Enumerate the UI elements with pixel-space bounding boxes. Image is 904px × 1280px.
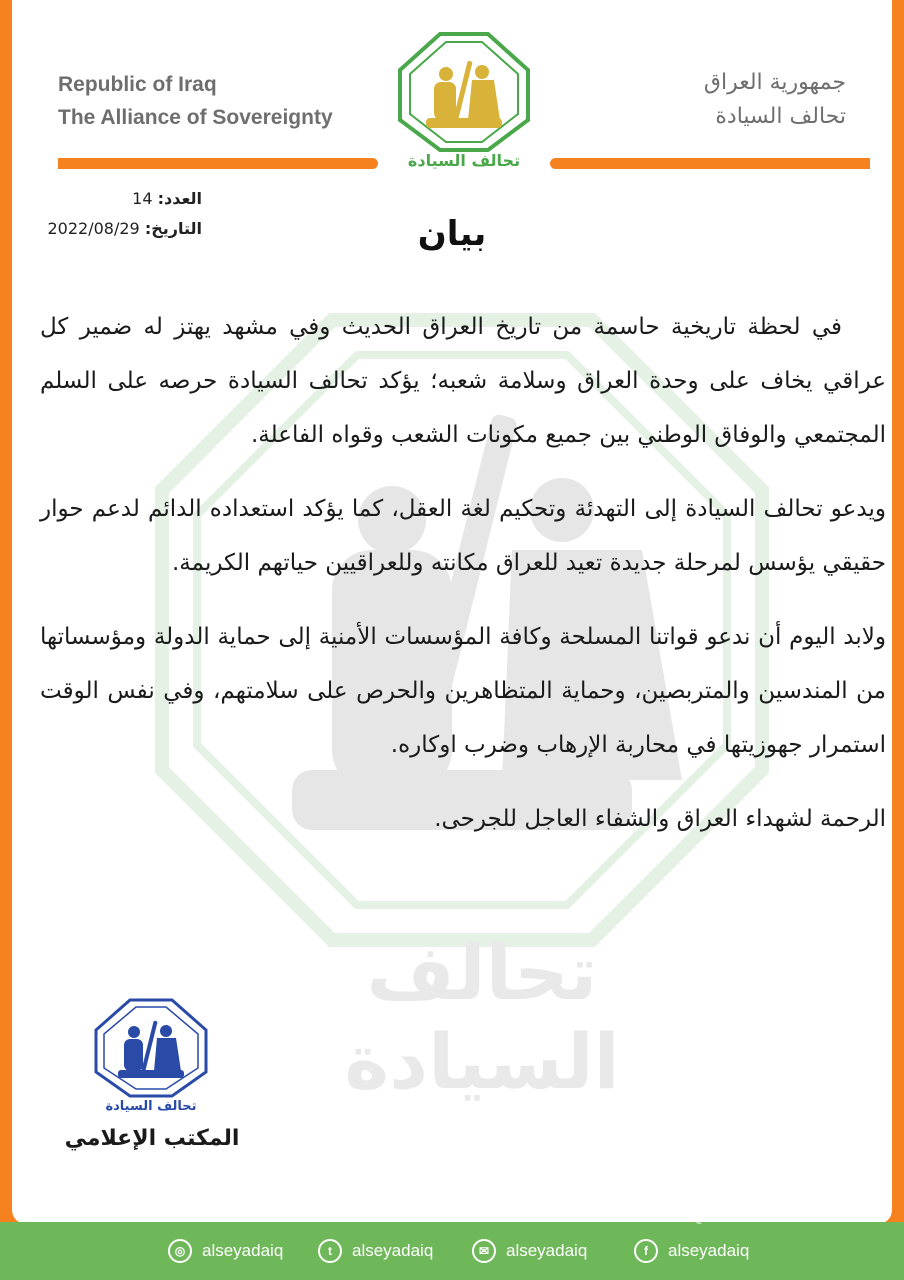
- header-en-line1: Republic of Iraq: [58, 73, 217, 96]
- social-handle: alseyadaiq: [668, 1241, 750, 1260]
- header-ar-line1: جمهورية العراق: [703, 70, 846, 95]
- header-arabic: [586, 66, 846, 134]
- meta-number: [32, 184, 202, 214]
- statement-body: [40, 300, 886, 866]
- header-english: [58, 68, 333, 134]
- iq-news-watermark: IQ NEWS: [680, 1200, 783, 1225]
- social-handle: alseyadaiq: [202, 1241, 284, 1260]
- signature-logo: [92, 996, 210, 1114]
- header-divider-right: [550, 158, 870, 169]
- logo-text: تحالف السيادة: [407, 151, 521, 170]
- watermark-text: تحالف السيادة: [344, 928, 620, 1106]
- footer-bar: [0, 1222, 904, 1280]
- meta-number-label: العدد:: [157, 189, 202, 208]
- document-page: [12, 0, 892, 1224]
- social-handle: alseyadaiq: [506, 1241, 588, 1260]
- paragraph-1: في لحظة تاريخية حاسمة من تاريخ العراق الحديث وفي مشهد يهتز له ضمير كل عراقي يخاف على وحدة العراق وسلامة شعبه؛ يؤكد تحالف السيادة حرصه على السلم المجتمعي والوفاق الوطني بين جميع مكونات الشعب وقواه الفاعلة.: [40, 314, 886, 448]
- header-divider-left: [58, 158, 378, 169]
- social-dribbble[interactable]: [168, 1238, 283, 1264]
- header-ar-line2: تحالف السيادة: [715, 104, 846, 129]
- social-email[interactable]: [472, 1238, 587, 1264]
- social-facebook[interactable]: [634, 1238, 749, 1264]
- paragraph-2: ويدعو تحالف السيادة إلى التهدئة وتحكيم لغة العقل، كما يؤكد استعداده الدائم لدعم حوار حقيقي يؤسس لمرحلة جديدة تعيد للعراق مكانته وللعراقيين حياتهم الكريمة.: [40, 496, 886, 576]
- meta-date-label: التاريخ:: [144, 219, 202, 238]
- paragraph-3: ولابد اليوم أن ندعو قواتنا المسلحة وكافة المؤسسات الأمنية إلى حماية الدولة ومؤسساتها من المندسين والمتربصين، وحماية المتظاهرين والحرص على سلامتهم، وفي نفس الوقت استمرار جهوزيتها في محاربة الإرهاب وضرب اوكاره.: [40, 624, 886, 758]
- header-en-line2: The Alliance of Sovereignty: [58, 106, 333, 129]
- social-handle: alseyadaiq: [352, 1241, 434, 1260]
- paragraph-4: الرحمة لشهداء العراق والشفاء العاجل للجرحى.: [434, 806, 886, 832]
- signature-logo-text: تحالف السيادة: [105, 1099, 197, 1114]
- meta-number-value: 14: [132, 189, 153, 208]
- facebook-icon: f: [634, 1239, 658, 1263]
- document-title: بيان: [417, 214, 487, 254]
- twitter-icon: t: [318, 1239, 342, 1263]
- meta-date-value: 2022/08/29: [47, 219, 140, 238]
- email-icon: ✉: [472, 1239, 496, 1263]
- dribbble-icon: ◎: [168, 1239, 192, 1263]
- social-twitter[interactable]: [318, 1238, 433, 1264]
- media-office-signature: المكتب الإعلامي: [64, 1126, 240, 1151]
- alliance-logo: [396, 30, 532, 172]
